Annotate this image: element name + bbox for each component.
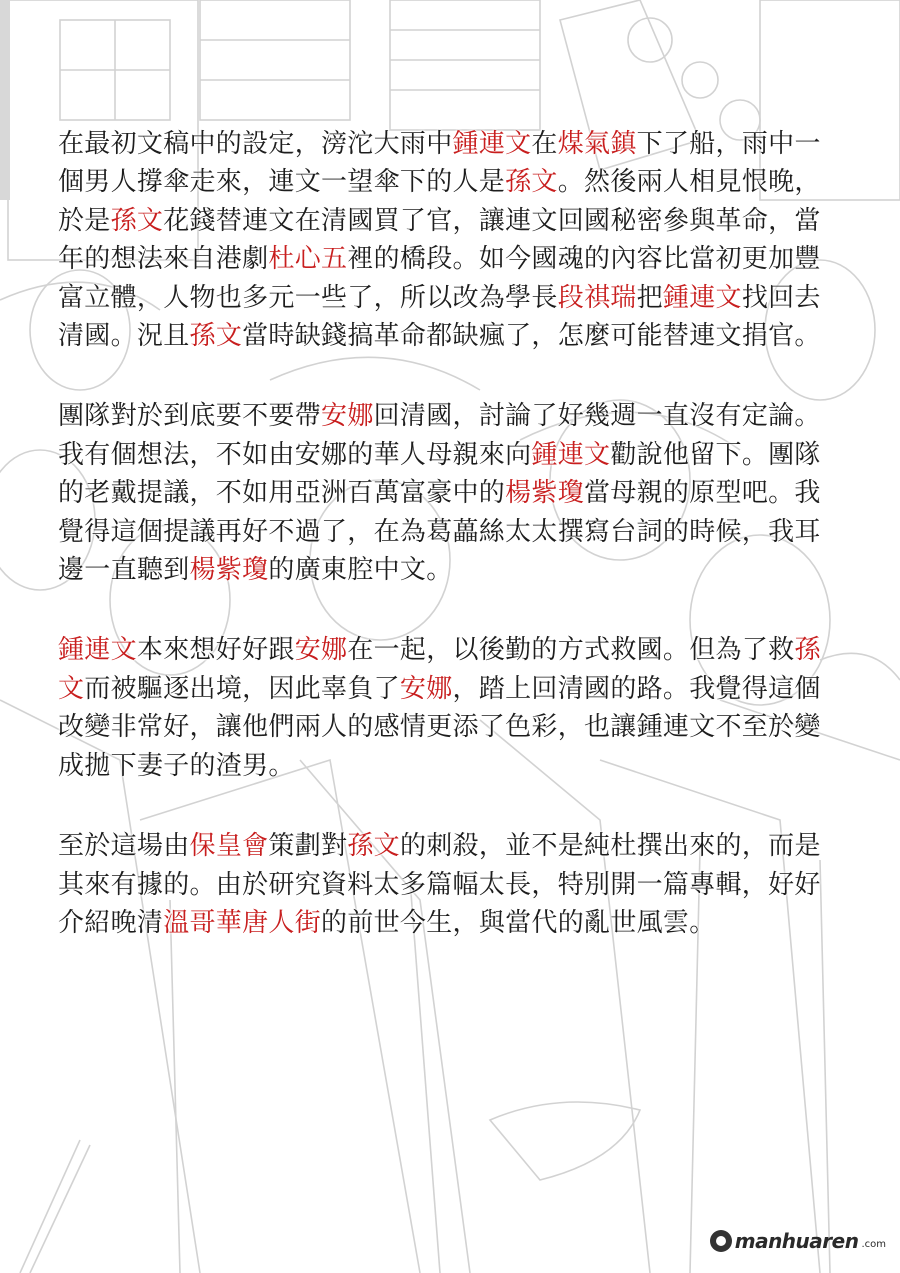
text-segment: 改變非常好，讓他們兩人的感情更添了色彩，也讓鍾連文不至於變 [58,712,821,743]
text-segment: 本來想好好跟 [136,635,295,666]
text-line [58,904,858,942]
text-segment: 年的想法來自港劇 [58,244,269,275]
text-line [58,436,858,474]
text-line [58,474,858,512]
text-segment: 在一起，以後勤的方式救國。但為了救 [347,635,795,666]
text-segment: 策劃對 [268,831,348,862]
text-line [58,670,858,708]
text-line [58,866,858,904]
highlighted-name: 孫文 [189,321,243,352]
highlighted-name: 安娜 [321,401,374,432]
highlighted-name: 煤氣鎮 [557,129,637,159]
watermark-main: manhuaren [734,1229,859,1253]
text-line [58,631,858,669]
highlighted-name: 孫文 [347,831,400,862]
highlighted-name: 鍾連文 [58,635,137,666]
highlighted-name: 安娜 [294,635,348,666]
highlighted-name: 文 [58,673,85,704]
highlighted-name: 孫 [794,635,821,666]
highlighted-name: 楊紫瓊 [505,478,585,509]
text-line [58,551,858,589]
text-segment: 當時缺錢搞革命都缺瘋了，怎麼可能替連文捐官。 [242,321,821,352]
watermark [710,1229,886,1253]
text-segment: 個男人撐傘走來，連文一望傘下的人是 [58,167,506,198]
text-segment: 的老戴提議，不如用亞洲百萬富豪中的 [58,478,506,509]
text-segment: 回清國，討論了好幾週一直沒有定論。 [373,401,821,432]
text-segment: 清國。況且 [58,321,190,352]
text-segment: 成拋下妻子的渣男。 [58,750,295,781]
text-segment: 的前世今生，與當代的亂世風雲。 [321,907,716,938]
highlighted-name: 鍾連文 [452,129,532,159]
text-segment: 下了船，雨中一 [636,129,821,159]
highlighted-name: 鍾連文 [531,439,611,470]
manhuaren-logo-icon [710,1230,732,1252]
text-line [58,397,858,435]
watermark-suffix: .com [861,1238,886,1250]
text-segment: 裡的橋段。如今國魂的內容比當初更加豐 [347,244,821,275]
highlighted-name: 安娜 [399,673,453,704]
text-segment: 於是 [58,205,111,236]
text-segment: 的刺殺，並不是純杜撰出來的，而是 [399,831,821,862]
highlighted-name: 溫哥華唐人街 [163,907,322,938]
text-line [58,747,858,785]
text-segment: 其來有據的。由於研究資料太多篇幅太長，特別開一篇專輯，好好 [58,869,821,900]
highlighted-name: 孫文 [505,167,558,198]
highlighted-name: 鍾連文 [662,282,742,313]
text-segment: 介紹晚清 [58,907,164,938]
text-segment: 覺得這個提議再好不過了，在為葛藟絲太太撰寫台詞的時候，我耳 [58,516,821,547]
highlighted-name: 孫文 [110,205,164,236]
text-segment: 當母親的原型吧。我 [584,478,821,509]
text-segment: ，踏上回清國的路。我覺得這個 [452,673,821,704]
text-line [58,708,858,746]
text-line [58,827,858,865]
text-segment: 在最初文稿中的設定，滂沱大雨中 [58,129,453,159]
text-segment: 至於這場由 [58,831,190,862]
text-segment: 富立體，人物也多元一些了，所以改為學長 [58,282,558,313]
text-segment: 把 [636,282,663,313]
paragraph [58,125,858,355]
text-line [58,240,858,278]
text-line [58,279,858,317]
text-line [58,513,858,551]
highlighted-name: 段祺瑞 [557,282,637,313]
text-line [58,125,858,163]
text-segment: 。然後兩人相見恨晚， [557,167,821,198]
highlighted-name: 楊紫瓊 [189,555,269,586]
text-segment: 我有個想法，不如由安娜的華人母親來向 [58,439,532,470]
highlighted-name: 保皇會 [189,831,269,862]
text-line [58,163,858,201]
text-line [58,202,858,240]
paragraph [58,827,858,942]
text-segment: 而被驅逐出境，因此辜負了 [84,673,400,704]
text-segment: 找回去 [741,282,821,313]
text-segment: 邊一直聽到 [58,555,190,586]
text-segment: 花錢替連文在清國買了官，讓連文回國秘密參與革命，當 [163,205,821,236]
paragraph [58,397,858,589]
highlighted-name: 杜心五 [268,244,348,275]
text-segment: 的廣東腔中文。 [268,555,453,586]
text-line [58,317,858,355]
text-segment: 團隊對於到底要不要帶 [58,401,322,432]
text-segment: 在 [531,129,558,159]
article-body [58,125,858,984]
paragraph [58,631,858,785]
text-segment: 勸說他留下。團隊 [610,439,821,470]
